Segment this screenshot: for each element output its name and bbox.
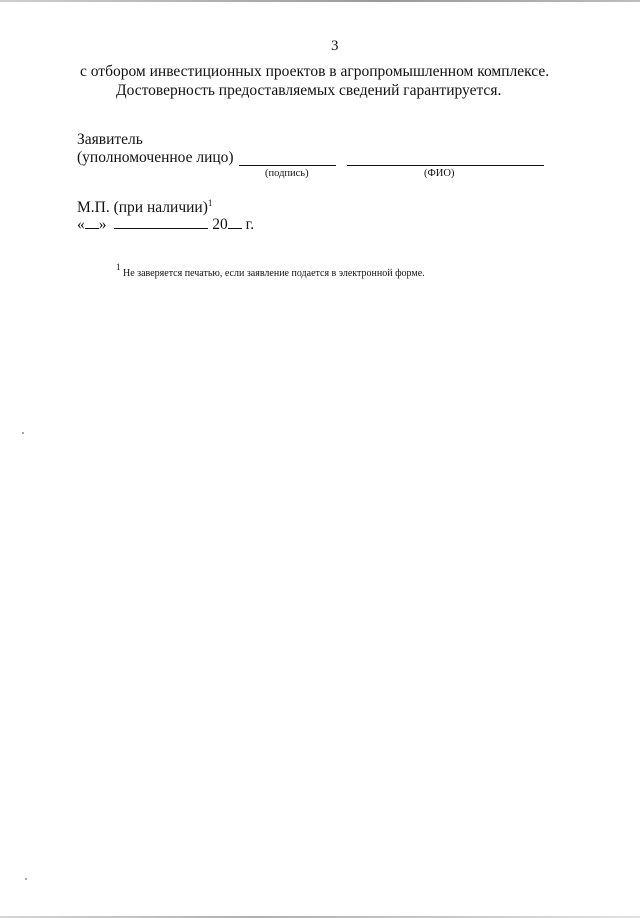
stamp-label-row: [77, 198, 212, 217]
fio-caption: (ФИО): [424, 168, 455, 179]
body-line-2: Достоверность предоставляемых сведений гарантируется.: [116, 82, 502, 99]
body-line-1: с отбором инвестиционных проектов в агропромышленном комплексе.: [80, 63, 550, 80]
footnote-text: Не заверяется печатью, если заявление подается в электронной форме.: [123, 268, 425, 279]
footnote: [116, 262, 425, 279]
authorized-person-row: [77, 149, 234, 167]
stamp-label: М.П. (при наличии): [77, 199, 208, 216]
fio-line: [347, 165, 544, 166]
scan-edge-top: [0, 0, 640, 2]
date-open-quote: «: [77, 216, 85, 233]
stamp-footnote-mark: 1: [207, 198, 213, 208]
scan-speck: [25, 878, 27, 880]
signature-caption: (подпись): [265, 168, 309, 179]
footnote-mark: 1: [116, 262, 121, 272]
page-number: 3: [331, 38, 339, 54]
scan-speck: [22, 432, 24, 434]
date-row: [77, 216, 254, 234]
signature-line: [239, 165, 336, 166]
year-blank: [228, 227, 242, 229]
date-close-quote: »: [98, 216, 107, 233]
authorized-person-label: (уполномоченное лицо): [77, 149, 234, 166]
year-suffix: г.: [245, 216, 255, 233]
day-blank: [85, 227, 99, 229]
applicant-label: Заявитель: [77, 131, 143, 148]
year-prefix: 20: [212, 216, 228, 233]
month-blank: [114, 227, 208, 229]
